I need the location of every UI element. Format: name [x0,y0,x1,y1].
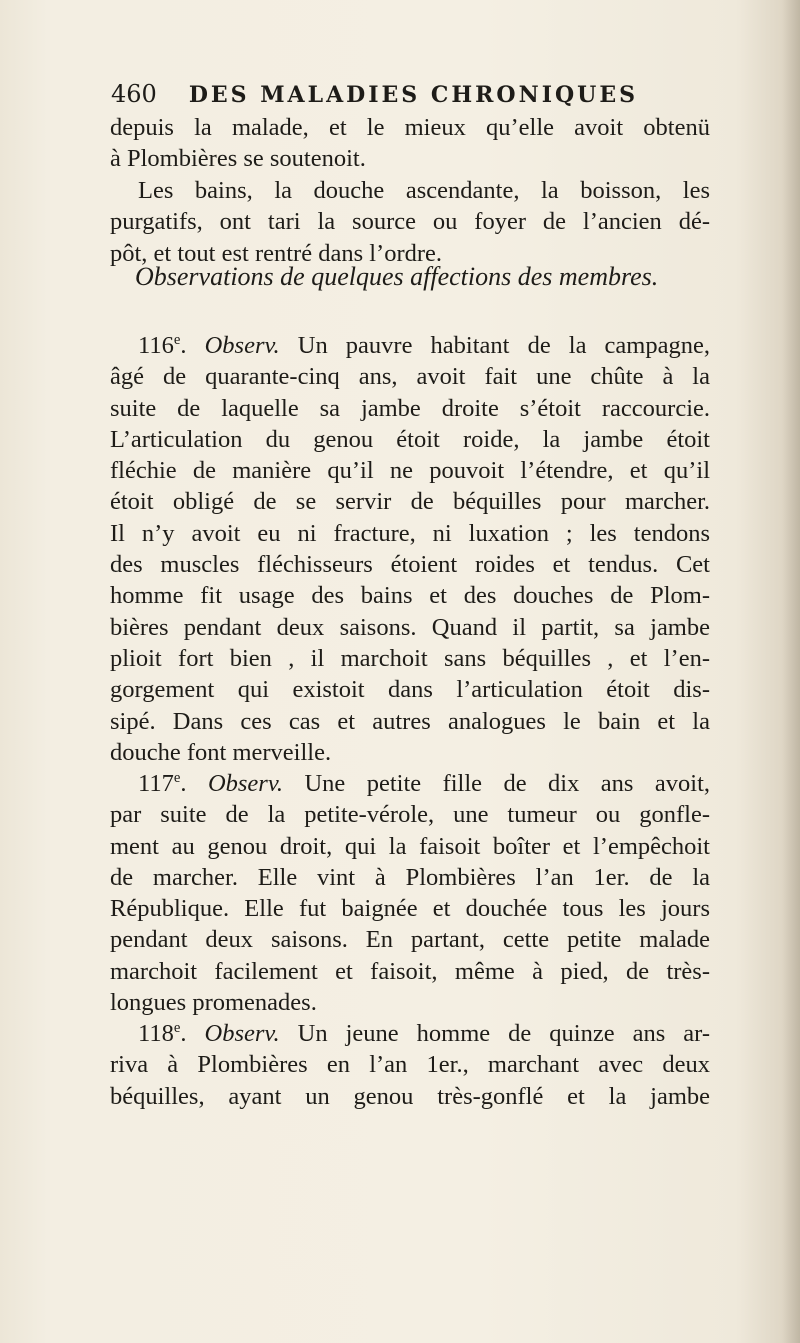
text-line: bières pendant deux saisons. Quand il partit, sa jambe [110,613,710,641]
ordinal-suffix: e [173,331,181,348]
text-line: par suite de la petite-vérole, une tumeur ou gonfle- [110,801,710,829]
observation-117 [110,768,710,1018]
observation-label: Observ. [207,770,284,797]
text-line: ment au genou droit, qui la faisoit boîter et l’empêchoit [110,832,710,860]
text-line: étoit obligé de se servir de béquilles pour marcher. [110,488,710,516]
text-line: depuis la malade, et le mieux qu’elle avoit obtenü [110,114,710,141]
text-line: longues promenades. [110,989,317,1017]
observation-116 [110,330,710,768]
observation-text: Un jeune homme de quinze ans ar- [279,1020,711,1047]
text-line: homme fit usage des bains et des douches de Plom- [110,582,710,610]
observation-text: Un pauvre habitant de la campagne, [279,332,710,359]
observation-118 [110,1018,710,1112]
text-line: âgé de quarante-cinq ans, avoit fait une chûte à la [110,363,710,391]
text-line: des muscles fléchisseurs étoient roides et tendus. Cet [110,551,710,579]
observation-first-line: 116e. Observ. Un pauvre habitant de la campagne, [138,331,710,359]
page-number: 460 [111,80,157,108]
text-line: suite de laquelle sa jambe droite s’étoit raccourcie. [110,394,710,422]
intro-paragraph [110,112,710,175]
observation-first-line: 117e. Observ. Une petite fille de dix ans avoit, [138,769,711,797]
observation-label: Observ. [204,1020,280,1047]
text-line: béquilles, ayant un genou très-gonflé et la jambe [110,1082,710,1110]
paragraph-les-bains [110,175,710,269]
text-line: fléchie de manière qu’il ne pouvoit l’étendre, et qu’il [110,457,710,485]
text-line: douche font merveille. [110,738,332,766]
text-line: L’articulation du genou étoit roide, la jambe étoit [110,425,710,453]
text-line: pendant deux saisons. En partant, cette petite malade [110,926,710,954]
running-title: DES MALADIES CHRONIQUES [188,82,638,108]
text-line: marchoit facilement et faisoit, même à pied, de très- [110,957,710,985]
observation-number: 117 [138,770,174,797]
observation-first-line: 118e. Observ. Un jeune homme de quinze ans ar- [138,1019,711,1047]
observation-label: Observ. [204,332,280,359]
text-line: plioit fort bien , il marchoit sans béquilles , et l’en- [110,644,710,672]
text-line: gorgement qui existoit dans l’articulation étoit dis- [110,676,710,704]
text-line: riva à Plombières en l’an 1er., marchant avec deux [110,1051,710,1079]
text-line: à Plombières se soutenoit. [110,145,366,173]
text-line: purgatifs, ont tari la source ou foyer de l’ancien dé- [110,208,710,236]
text-line: Les bains, la douche ascendante, la boisson, les [138,177,710,204]
observation-number: 116 [138,332,174,359]
page-edge-shadow [782,0,800,1343]
running-header [111,80,671,112]
text-line: de marcher. Elle vint à Plombières l’an 1er. de la [110,863,710,891]
observation-text: Une petite fille de dix ans avoit, [283,770,711,797]
observation-number: 118 [138,1020,174,1047]
text-line: Il n’y avoit eu ni fracture, ni luxation ; les tendons [110,519,710,547]
text-line: République. Elle fut baignée et douchée tous les jours [110,895,710,923]
ordinal-suffix: e [173,769,181,786]
section-heading: Observations de quelques affections des membres. [135,262,659,291]
text-line: pôt, et tout est rentré dans l’ordre. [110,239,443,267]
ordinal-suffix: e [173,1019,181,1036]
text-line: sipé. Dans ces cas et autres analogues le bain et la [110,707,710,735]
